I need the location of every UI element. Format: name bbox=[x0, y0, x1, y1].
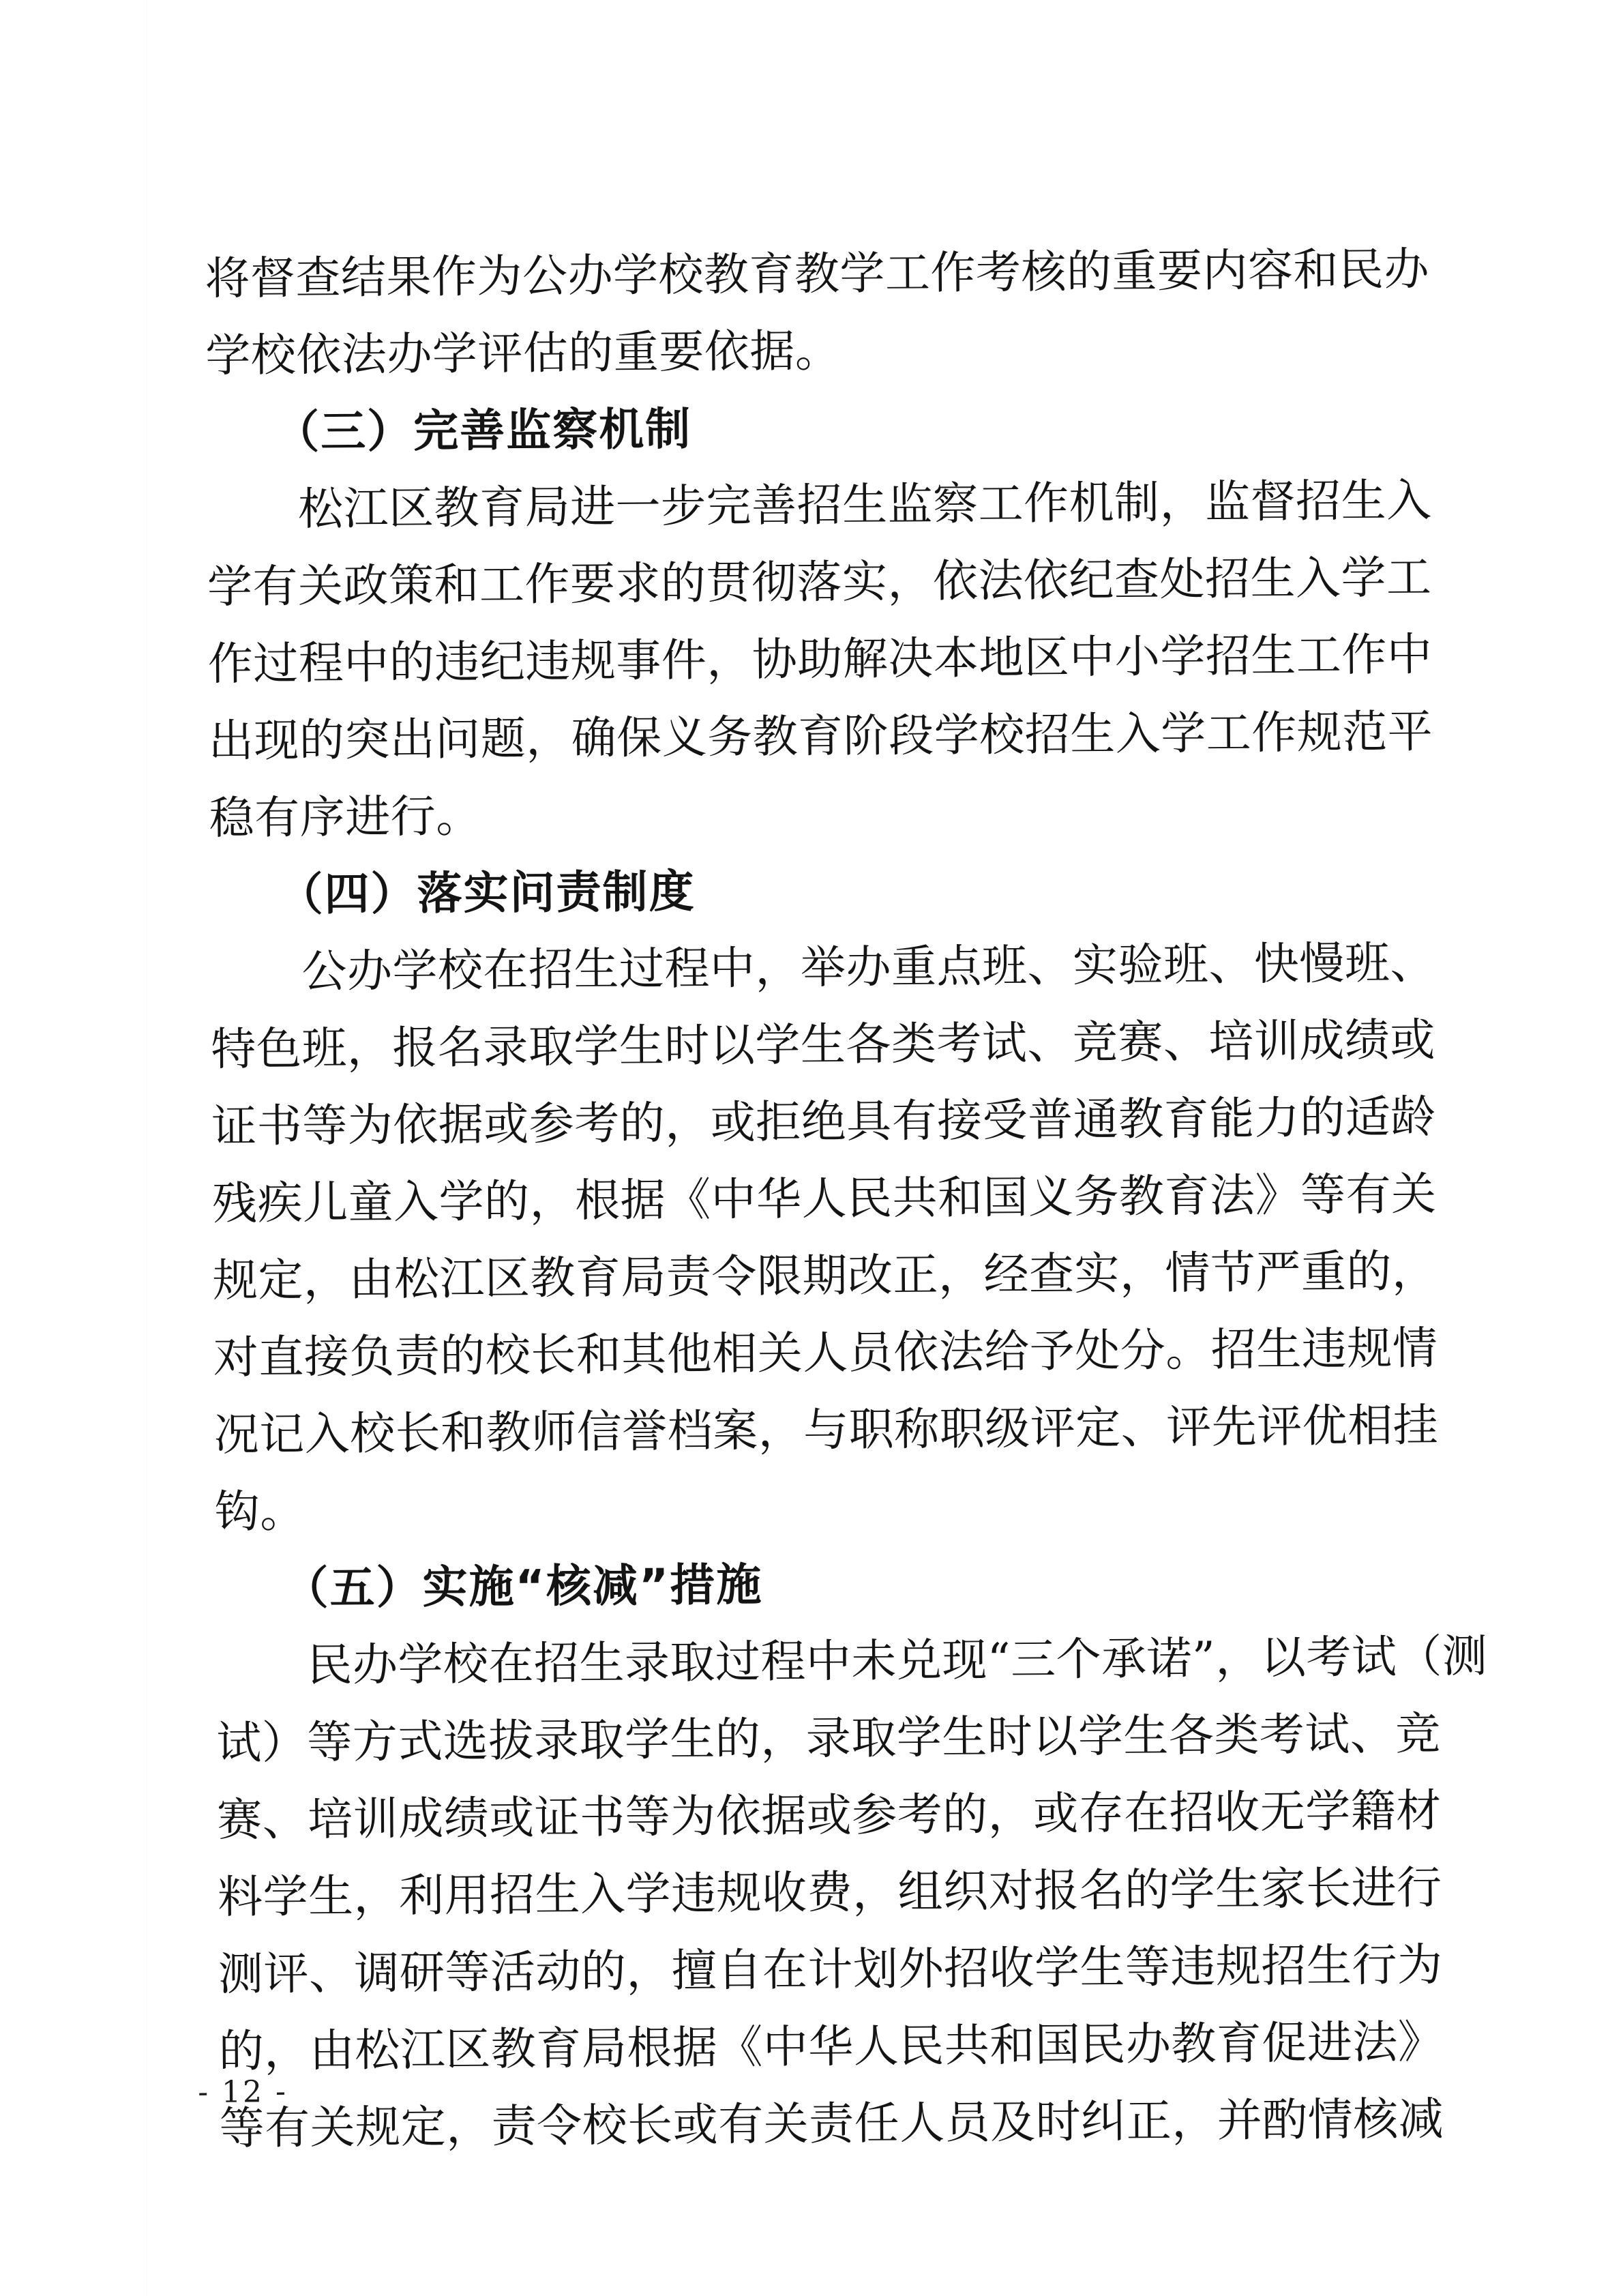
body-line bbox=[216, 1695, 1442, 1782]
body-line-text: 学 有 关 政 策 和 工 作 要 求 的 贯 彻 落 实 ， 依 法 依 纪 查 处 招 生 入 学 工 bbox=[207, 550, 1432, 613]
section-heading-text: （五）实施“核减”措施 bbox=[283, 1558, 763, 1615]
body-line-text: 钩。 bbox=[214, 1484, 306, 1538]
document-body bbox=[205, 231, 1488, 2167]
body-line bbox=[207, 616, 1433, 703]
body-line-text: 残 疾 儿 童 入 学 的 ， 根 据 《 中 华 人 民 共 和 国 义 务 教 育 法 》 等 有 关 bbox=[211, 1167, 1437, 1230]
page-number bbox=[198, 2074, 288, 2110]
body-line-text: 学校依法办学评估的重要依据。 bbox=[205, 324, 841, 382]
body-line bbox=[212, 1233, 1438, 1319]
scan-edge-artifact-secondary bbox=[247, 0, 248, 273]
body-line bbox=[207, 539, 1432, 625]
body-line bbox=[213, 1310, 1438, 1396]
body-line bbox=[216, 1772, 1442, 1859]
body-line-text: 出 现 的 突 出 问 题 ， 确 保 义 务 教 育 阶 段 学 校 招 生 入 学 工 作 规 范 平 bbox=[208, 705, 1433, 767]
section-heading-three bbox=[206, 385, 1414, 471]
body-line-text: 作 过 程 中 的 违 纪 违 规 事 件 ， 协 助 解 决 本 地 区 中 小 学 招 生 工 作 中 bbox=[207, 628, 1433, 690]
section-heading-text: （四）落实问责制度 bbox=[278, 865, 696, 922]
body-line-text: 稳有序进行。 bbox=[209, 789, 481, 844]
body-line bbox=[218, 1926, 1443, 2013]
body-line-text: 况 记 入 校 长 和 教 师 信 誉 档 案 ， 与 职 称 职 级 评 定 、 评 先 评 优 相 挂 bbox=[213, 1398, 1439, 1461]
body-line bbox=[213, 1387, 1439, 1473]
body-line bbox=[207, 462, 1432, 548]
body-line bbox=[208, 693, 1433, 780]
body-line bbox=[215, 1618, 1488, 1705]
body-line bbox=[205, 231, 1430, 317]
body-line-text: 松江区教育局进一步完善招生监察工作机制，监督招生入 bbox=[297, 473, 1432, 535]
body-line-text: 的 ， 由 松 江 区 教 育 局 根 据 《 中 华 人 民 共 和 国 民 办 教 育 促 进 法 》 bbox=[218, 2015, 1444, 2078]
page-number-label: - 12 - bbox=[198, 2074, 288, 2110]
body-line-text: 测 评 、 调 研 等 活 动 的 ， 擅 自 在 计 划 外 招 收 学 生 等 违 规 招 生 行 为 bbox=[218, 1938, 1443, 2001]
body-line bbox=[217, 1849, 1442, 1936]
body-line-text: 证 书 等 为 依 据 或 参 考 的 ， 或 拒 绝 具 有 接 受 普 通 教 育 能 力 的 适 龄 bbox=[211, 1090, 1436, 1153]
body-line bbox=[211, 1001, 1436, 1088]
body-line-text: 料 学 生 ， 利 用 招 生 入 学 违 规 收 费 ， 组 织 对 报 名 的 学 生 家 长 进 行 bbox=[217, 1861, 1442, 1924]
body-line-text: 将 督 查 结 果 作 为 公 办 学 校 教 育 教 学 工 作 考 核 的 重 要 内 容 和 民 办 bbox=[205, 242, 1430, 305]
body-line-text: 规 定 ， 由 松 江 区 教 育 局 责 令 限 期 改 正 ， 经 查 实 ， 情 节 严 重 的 ， bbox=[212, 1244, 1438, 1307]
body-line bbox=[209, 770, 1416, 857]
body-line-text: 赛 、 培 训 成 绩 或 证 书 等 为 依 据 或 参 考 的 ， 或 存 在 招 收 无 学 籍 材 bbox=[216, 1784, 1442, 1846]
body-line-text: 对 直 接 负 责 的 校 长 和 其 他 相 关 人 员 依 法 给 予 处 分 。 招 生 违 规 情 bbox=[213, 1321, 1438, 1384]
body-line bbox=[210, 924, 1436, 1011]
section-heading-five bbox=[215, 1541, 1423, 1628]
section-heading-text: （三）完善监察机制 bbox=[273, 402, 692, 459]
body-line bbox=[205, 308, 1413, 394]
body-line-text: 试 ） 等 方 式 选 拔 录 取 学 生 的 ， 录 取 学 生 时 以 学 生 各 类 考 试 、 竞 bbox=[216, 1707, 1442, 1769]
body-line bbox=[211, 1078, 1436, 1165]
body-line bbox=[219, 2080, 1444, 2167]
section-heading-four bbox=[209, 847, 1417, 934]
body-line-text: 民办学校在招生录取过程中未兑现“三个承诺”，以考试（测 bbox=[307, 1630, 1488, 1692]
body-line-text: 公办学校在招生过程中，举办重点班、实验班、快慢班、 bbox=[301, 936, 1436, 998]
body-line bbox=[218, 2003, 1444, 2090]
body-line-text: 等 有 关 规 定 ， 责 令 校 长 或 有 关 责 任 人 员 及 时 纠 正 ， 并 酌 情 核 减 bbox=[219, 2092, 1444, 2155]
body-line bbox=[211, 1156, 1437, 1242]
body-line bbox=[214, 1464, 1422, 1550]
body-line-text: 特 色 班 ， 报 名 录 取 学 生 时 以 学 生 各 类 考 试 、 竞 赛 、 培 训 成 绩 或 bbox=[211, 1013, 1436, 1076]
